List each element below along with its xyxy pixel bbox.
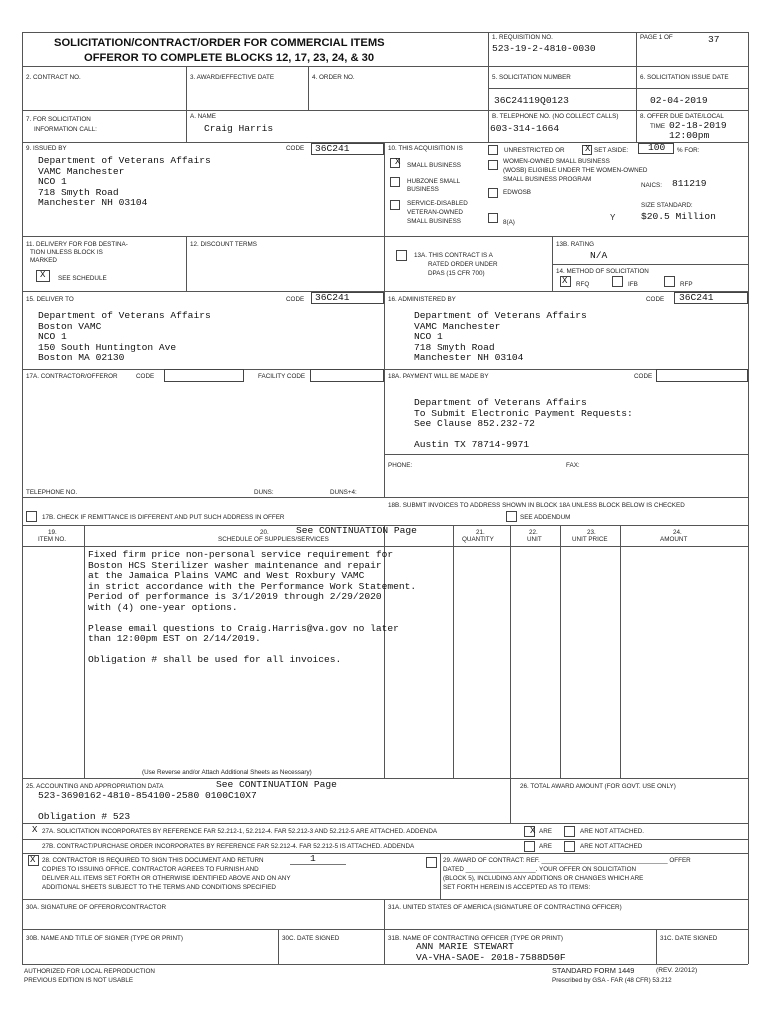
eight-a-y: Y — [610, 213, 616, 222]
page-label: PAGE 1 OF — [640, 34, 673, 41]
delivery-label-3: MARKED — [30, 257, 57, 264]
rule — [488, 88, 748, 89]
officer-date-label: 31C. DATE SIGNED — [660, 935, 718, 942]
rule — [453, 525, 454, 778]
ifb-checkbox[interactable] — [612, 276, 623, 287]
wosb-label: WOMEN-OWNED SMALL BUSINESS — [503, 158, 610, 165]
rule — [384, 454, 748, 455]
phone-label: B. TELEPHONE NO. (NO COLLECT CALLS) — [492, 113, 619, 120]
hubzone-checkbox[interactable] — [390, 177, 400, 187]
acquisition-label: 10. THIS ACQUISITION IS — [388, 145, 463, 152]
block29-line3: (BLOCK 5), INCLUDING ANY ADDITIONS OR CHANGES WHICH ARE — [443, 875, 644, 882]
edwosb-label: EDWOSB — [503, 189, 531, 196]
rule — [636, 32, 637, 142]
rule — [22, 291, 748, 292]
deliver-to-address: Department of Veterans Affairs Boston VAMC NCO 1 150 South Huntington Ave Boston MA 02130 — [38, 310, 211, 363]
rated-order-checkbox[interactable] — [396, 250, 407, 261]
rfq-label: RFQ — [576, 281, 590, 288]
rated-order-label: 13A. THIS CONTRACT IS A — [414, 252, 493, 259]
col-unit: 22. — [529, 529, 538, 536]
offer-due-label: 8. OFFER DUE DATE/LOCAL — [640, 113, 724, 120]
set-aside-mark: X — [585, 144, 591, 154]
total-award-label: 26. TOTAL AWARD AMOUNT (FOR GOVT. USE ONLY) — [520, 783, 676, 790]
offer-due-date: 02-18-2019 — [669, 120, 727, 131]
rule — [510, 525, 511, 778]
accounting-value: 523-3690162-4810-854100-2580 0100C10X7 — [38, 790, 257, 801]
time-label: TIME — [650, 123, 666, 130]
rule — [22, 32, 23, 964]
col-item-no-label: ITEM NO. — [38, 536, 66, 543]
col-unit-price-label: UNIT PRICE — [572, 536, 608, 543]
rating-value: N/A — [590, 250, 608, 261]
delivery-label-2: TION UNLESS BLOCK IS — [30, 249, 103, 256]
27b-are-label: ARE — [539, 843, 552, 850]
eight-a-checkbox[interactable] — [488, 213, 498, 223]
rule — [22, 32, 748, 33]
rule — [278, 929, 279, 964]
rule — [22, 929, 748, 930]
rule — [656, 929, 657, 964]
payment-label: 18A. PAYMENT WILL BE MADE BY — [388, 373, 489, 380]
sdvosb-checkbox[interactable] — [390, 200, 400, 210]
block28-line3: DELIVER ALL ITEMS SET FORTH OR OTHERWISE IDENTIFIED ABOVE AND ON ANY — [42, 875, 291, 882]
payment-code-box — [656, 369, 748, 382]
rule — [22, 110, 748, 111]
facility-code-label: FACILITY CODE — [258, 373, 306, 380]
contract-no-label: 2. CONTRACT NO. — [26, 74, 81, 81]
block28-line2: COPIES TO ISSUING OFFICE. CONTRACTOR AGREES TO FURNISH AND — [42, 866, 259, 873]
requisition-value: 523-19-2-4810-0030 — [492, 43, 596, 54]
block28-line1: 28. CONTRACTOR IS REQUIRED TO SIGN THIS DOCUMENT AND RETURN — [42, 857, 264, 864]
duns-label: DUNS: — [254, 489, 274, 496]
naics-label: NAICS: — [641, 182, 662, 189]
form-title: SOLICITATION/CONTRACT/ORDER FOR COMMERCIAL ITEMS — [54, 37, 385, 49]
rfq-mark: X — [562, 276, 568, 286]
page-total: 37 — [708, 34, 720, 45]
accounting-label: 25. ACCOUNTING AND APPROPRIATION DATA — [26, 783, 164, 790]
payment-address: Department of Veterans Affairs To Submit Electronic Payment Requests: See Clause 852.232-72 Austin TX 78714-9971 — [414, 397, 633, 450]
block29-line4: SET FORTH HEREIN IS ACCEPTED AS TO ITEMS: — [443, 884, 591, 891]
officer-id: VA-VHA-SAOE- 2018-7588D50F — [416, 952, 566, 963]
rule — [620, 525, 621, 778]
rule — [384, 899, 385, 964]
administered-by-code-label: CODE — [646, 296, 665, 303]
administered-by-label: 16. ADMINISTERED BY — [388, 296, 456, 303]
rule — [22, 823, 748, 824]
accounting-note: See CONTINUATION Page — [216, 779, 337, 790]
rule — [22, 236, 748, 237]
remittance-label: 17B. CHECK IF REMITTANCE IS DIFFERENT AND PUT SUCH ADDRESS IN OFFER — [42, 514, 285, 521]
name-label: A. NAME — [190, 113, 216, 120]
form-subtitle: OFFEROR TO COMPLETE BLOCKS 12, 17, 23, 24, & 30 — [84, 52, 375, 64]
rule — [384, 142, 385, 497]
block29-line1: 29. AWARD OF CONTRACT: REF. ____________________________________ OFFER — [443, 857, 691, 864]
contractor-code-input[interactable] — [164, 369, 244, 382]
rule — [22, 546, 748, 547]
footer-revision: (REV. 2/2012) — [656, 967, 698, 974]
see-schedule-label: SEE SCHEDULE — [58, 275, 107, 282]
wosb-checkbox[interactable] — [488, 160, 498, 170]
rule — [186, 236, 187, 291]
27a-are-mark: X — [530, 826, 536, 836]
percent-value: 100 — [648, 142, 666, 153]
clause-27a: 27A. SOLICITATION INCORPORATES BY REFERENCE FAR 52.212-1, 52.212-4. FAR 52.212-3 AND 52.212-5 ARE ATTACHED. ADDENDA — [42, 828, 438, 835]
copies-value: 1 — [310, 853, 316, 864]
award-date-label: 3. AWARD/EFFECTIVE DATE — [190, 74, 275, 81]
discount-terms-label: 12. DISCOUNT TERMS — [190, 241, 257, 248]
rule — [308, 66, 309, 110]
col-schedule-label: SCHEDULE OF SUPPLIES/SERVICES — [218, 536, 329, 543]
telephone-label: TELEPHONE NO. — [26, 489, 78, 496]
rating-label: 13B. RATING — [556, 241, 595, 248]
col-item-no: 19. — [48, 529, 57, 536]
solicitation-no-label: 5. SOLICITATION NUMBER — [492, 74, 571, 81]
payment-code-label: CODE — [634, 373, 653, 380]
rule — [22, 899, 748, 900]
rule — [22, 964, 748, 965]
percent-for-label: % FOR: — [677, 147, 700, 154]
27b-are-not-checkbox[interactable] — [564, 841, 575, 852]
rule — [22, 839, 748, 840]
unrestricted-label: UNRESTRICTED OR — [504, 147, 565, 154]
rule — [510, 778, 511, 823]
rule — [488, 32, 489, 142]
rule — [22, 778, 748, 779]
rfp-checkbox[interactable] — [664, 276, 675, 287]
issued-by-code: 36C241 — [315, 143, 350, 154]
contractor-label: 17A. CONTRACTOR/OFFEROR — [26, 373, 118, 380]
rule — [84, 525, 85, 778]
rated-order-label-3: DPAS (15 CFR 700) — [428, 270, 485, 277]
rule — [22, 853, 748, 854]
issued-by-address: Department of Veterans Affairs VAMC Manchester NCO 1 718 Smyth Road Manchester NH 03104 — [38, 155, 211, 208]
copies-underline — [290, 864, 346, 865]
footer-reproduction: AUTHORIZED FOR LOCAL REPRODUCTION — [24, 968, 155, 975]
wosb-label-3: SMALL BUSINESS PROGRAM — [503, 176, 592, 183]
clause-27a-mark: X — [32, 825, 38, 835]
col-amount: 24. — [673, 529, 682, 536]
contractor-code-label: CODE — [136, 373, 155, 380]
rfp-label: RFP — [680, 281, 693, 288]
submit-invoices-label: 18B. SUBMIT INVOICES TO ADDRESS SHOWN IN BLOCK 18A UNLESS BLOCK BELOW IS CHECKED — [388, 502, 685, 509]
sdvosb-label: SERVICE-DISABLED — [407, 200, 468, 207]
hubzone-label: HUBZONE SMALL — [407, 178, 461, 185]
rule — [748, 32, 749, 964]
col-unit-price: 23. — [587, 529, 596, 536]
for-solicitation-label: 7. FOR SOLICITATION — [26, 116, 91, 123]
sdvosb-label-3: SMALL BUSINESS — [407, 218, 462, 225]
information-call-label: INFORMATION CALL: — [34, 126, 97, 133]
signer-date-label: 30C. DATE SIGNED — [282, 935, 340, 942]
block28-mark: X — [30, 855, 36, 865]
payment-phone-label: PHONE: — [388, 462, 413, 469]
edwosb-checkbox[interactable] — [488, 188, 498, 198]
method-label: 14. METHOD OF SOLICITATION — [556, 268, 649, 275]
administered-by-code: 36C241 — [679, 292, 714, 303]
rule — [560, 525, 561, 778]
deliver-to-label: 15. DELIVER TO — [26, 296, 74, 303]
schedule-footnote: (Use Reverse and/or Attach Additional Sheets as Necessary) — [142, 769, 312, 776]
officer-name: ANN MARIE STEWART — [416, 941, 514, 952]
issued-by-code-label: CODE — [286, 145, 305, 152]
col-amount-label: AMOUNT — [660, 536, 688, 543]
rule — [22, 497, 748, 498]
col-schedule-note: See CONTINUATION Page — [296, 525, 417, 536]
rule — [440, 853, 441, 899]
payment-fax-label: FAX: — [566, 462, 580, 469]
col-schedule: 20. — [260, 529, 269, 536]
27b-are-not-label: ARE NOT ATTACHED — [580, 843, 643, 850]
eight-a-label: 8(A) — [503, 219, 515, 226]
rule — [186, 66, 187, 142]
footer-prescribed: Prescribed by GSA - FAR (48 CFR) 53.212 — [552, 977, 672, 984]
unrestricted-checkbox[interactable] — [488, 145, 498, 155]
rule — [552, 264, 748, 265]
issue-date-label: 6. SOLICITATION ISSUE DATE — [640, 74, 729, 81]
delivery-label: 11. DELIVERY FOR FOB DESTINA- — [26, 241, 128, 248]
27a-are-label: ARE — [539, 828, 552, 835]
offeror-signature-label: 30A. SIGNATURE OF OFFEROR/CONTRACTOR — [26, 904, 167, 911]
order-no-label: 4. ORDER NO. — [312, 74, 355, 81]
size-standard-value: $20.5 Million — [641, 211, 716, 222]
col-quantity-label: QUANTITY — [462, 536, 494, 543]
offer-due-time: 12:00pm — [669, 130, 710, 141]
sdvosb-label-2: VETERAN-OWNED — [407, 209, 463, 216]
27a-are-not-checkbox[interactable] — [564, 826, 575, 837]
signer-name-label: 30B. NAME AND TITLE OF SIGNER (TYPE OR PRINT) — [26, 935, 183, 942]
officer-name-label: 31B. NAME OF CONTRACTING OFFICER (TYPE OR PRINT) — [388, 935, 563, 942]
27b-are-checkbox[interactable] — [524, 841, 535, 852]
duns4-label: DUNS+4: — [330, 489, 357, 496]
administered-by-address: Department of Veterans Affairs VAMC Manchester NCO 1 718 Smyth Road Manchester NH 03104 — [414, 310, 587, 363]
ifb-label: IFB — [628, 281, 638, 288]
contact-phone: 603-314-1664 — [490, 123, 560, 134]
wosb-label-2: (WOSB) ELIGIBLE UNDER THE WOMEN-OWNED — [503, 167, 648, 174]
clause-27b: 27B. CONTRACT/PURCHASE ORDER INCORPORATES BY REFERENCE FAR 52.212-4. FAR 52.212-5 IS ATTACHED. ADDENDA — [42, 843, 415, 850]
block29-line2: DATED ____________________. YOUR OFFER ON SOLICITATION — [443, 866, 637, 873]
naics-value: 811219 — [672, 178, 707, 189]
solicitation-no-value: 36C24119Q0123 — [494, 95, 569, 106]
officer-signature-label: 31A. UNITED STATES OF AMERICA (SIGNATURE OF CONTRACTING OFFICER) — [388, 904, 622, 911]
col-unit-label: UNIT — [527, 536, 542, 543]
small-business-mark: X — [395, 157, 401, 167]
issued-by-label: 9. ISSUED BY — [26, 145, 67, 152]
deliver-to-code: 36C241 — [315, 292, 350, 303]
27a-are-not-label: ARE NOT ATTACHED. — [580, 828, 645, 835]
contact-name: Craig Harris — [204, 123, 274, 134]
facility-code-input[interactable] — [310, 369, 384, 382]
see-addendum-label: SEE ADDENDUM — [520, 514, 571, 521]
see-addendum-checkbox[interactable] — [506, 511, 517, 522]
set-aside-label: SET ASIDE: — [594, 147, 629, 154]
rated-order-label-2: RATED ORDER UNDER — [428, 261, 498, 268]
footer-edition: PREVIOUS EDITION IS NOT USABLE — [24, 977, 134, 984]
requisition-label: 1. REQUISITION NO. — [492, 34, 553, 41]
see-schedule-mark: X — [40, 270, 46, 280]
issue-date-value: 02-04-2019 — [650, 95, 708, 106]
footer-form-number: STANDARD FORM 1449 — [552, 966, 635, 975]
block29-checkbox[interactable] — [426, 857, 437, 868]
small-business-label: SMALL BUSINESS — [407, 162, 462, 169]
hubzone-label-2: BUSINESS — [407, 186, 439, 193]
col-quantity: 21. — [476, 529, 485, 536]
block28-line4: ADDITIONAL SHEETS SUBJECT TO THE TERMS AND CONDITIONS SPECIFIED — [42, 884, 276, 891]
obligation-number: Obligation # 523 — [38, 811, 131, 822]
remittance-checkbox[interactable] — [26, 511, 37, 522]
schedule-description: Fixed firm price non-personal service requirement for Boston HCS Sterilizer washer maintenance and repair at the Jamaica Plains VAMC and West Roxbury VAMC in strict accordance with the Performance Work Statement. Period of performance is 3/1/2019 through 2/29/2020 with (4) one-year options. Please email questions to Craig.Harris@va.gov no later than 12:00pm EST on 2/14/2019. Obligation # shall be used for all invoices. — [88, 549, 417, 665]
rule — [22, 66, 748, 67]
deliver-to-code-label: CODE — [286, 296, 305, 303]
rule — [22, 369, 748, 370]
size-standard-label: SIZE STANDARD: — [641, 202, 693, 209]
